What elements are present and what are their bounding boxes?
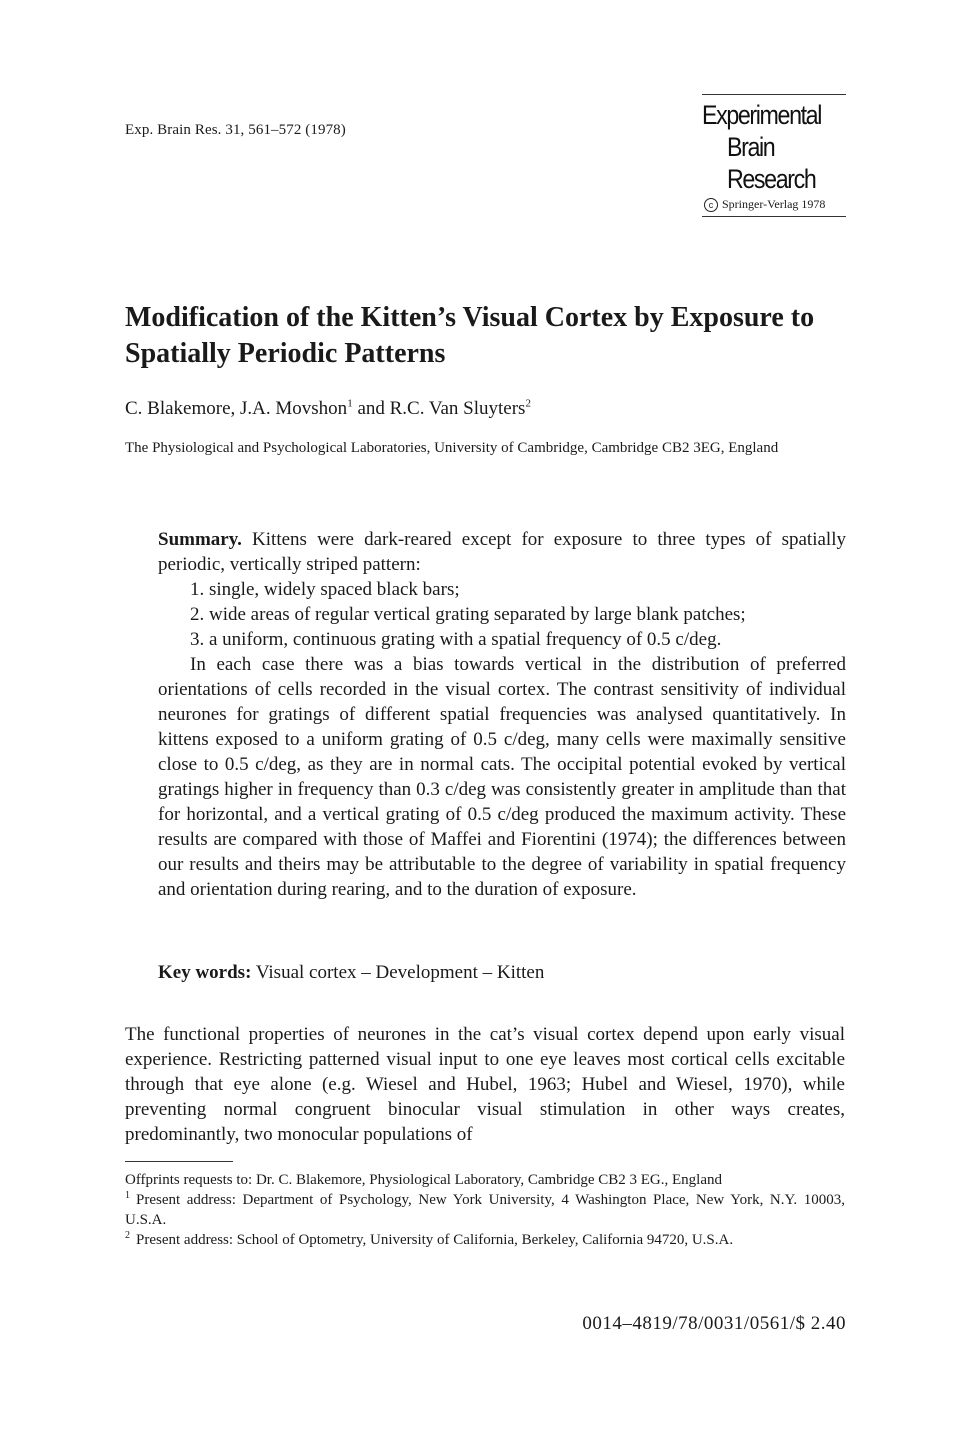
masthead-bottom-rule (702, 216, 846, 217)
author-names-2: and R.C. Van Sluyters (352, 398, 526, 419)
affiliation: The Physiological and Psychological Laboratories, University of Cambridge, Cambridge CB2 3EG, England (125, 440, 779, 456)
abstract-label: Summary. (158, 529, 242, 550)
footnote-offprints: Offprints requests to: Dr. C. Blakemore, Physiological Laboratory, Cambridge CB2 3 EG., England (125, 1172, 722, 1188)
keywords-text: Visual cortex – Development – Kitten (251, 962, 545, 983)
footnote-2-text: Present address: School of Optometry, University of California, Berkeley, California 94720, U.S.A. (136, 1232, 734, 1248)
masthead-top-rule (702, 94, 846, 95)
copyright-line (704, 197, 846, 212)
footnote-1 (125, 1190, 845, 1230)
author-names-1: C. Blakemore, J.A. Movshon (125, 398, 348, 419)
author-list (125, 398, 531, 420)
copyright-icon: c (704, 198, 718, 212)
keywords-label: Key words: (158, 962, 252, 983)
footnote-2 (125, 1230, 845, 1250)
author-footnote-mark-2: 2 (525, 397, 531, 410)
journal-masthead (702, 94, 846, 217)
abstract-list-item: 2. wide areas of regular vertical grating separated by large blank patches; (190, 604, 746, 625)
abstract-list-item: 3. a uniform, continuous grating with a spatial frequency of 0.5 c/deg. (190, 629, 722, 650)
abstract-intro (158, 527, 846, 577)
abstract (158, 527, 846, 902)
author-footnote-mark-1: 1 (347, 397, 353, 410)
keywords (158, 962, 544, 984)
journal-name-line3: Research (727, 164, 816, 194)
journal-name-line2: Brain (727, 132, 775, 162)
abstract-paragraph: In each case there was a bias towards vertical in the distribution of preferred orientations of cells recorded in the visual cortex. The contrast sensitivity of individual neurones for gratings of different spatial frequencies was analysed quantitatively. In kittens exposed to a uniform grating of 0.5 c/deg, many cells were maximally sensitive close to 0.5 c/deg, as they are in normal cats. The occipital potential evoked by vertical gratings higher in frequency than 0.3 c/deg was consistently greater in amplitude than that for horizontal, and a vertical grating of 0.5 c/deg produced the maximum activity. These results are compared with those of Maffei and Fiorentini (1974); the differences between our results and theirs may be attributable to the degree of variability in spatial frequency and orientation during rearing, and to the duration of exposure. (158, 654, 846, 900)
body-paragraph: The functional properties of neurones in the cat’s visual cortex depend upon early visual experience. Restricting patterned visual input to one eye leaves most cortical cells excitable through that eye alone (e.g. Wiesel and Hubel, 1963; Hubel and Wiesel, 1970), while preventing normal congruent binocular visual stimulation in other ways creates, predominantly, two monocular populations of (125, 1024, 845, 1145)
abstract-intro-text: Kittens were dark-reared except for exposure to three types of spatially periodic, vertically striped pattern: (158, 529, 846, 575)
article-title: Modification of the Kitten’s Visual Cortex by Exposure to Spatially Periodic Patterns (125, 302, 815, 369)
abstract-list-item: 1. single, widely spaced black bars; (190, 579, 460, 600)
copyright-text: Springer-Verlag 1978 (722, 197, 826, 211)
footnote-2-mark: 2 (125, 1230, 130, 1241)
journal-citation: Exp. Brain Res. 31, 561–572 (1978) (125, 122, 346, 138)
journal-name-line1: Experimental (702, 100, 822, 130)
footnote-1-text: Present address: Department of Psychology, New York University, 4 Washington Place, New York, N.Y. 10003, U.S.A. (125, 1192, 845, 1228)
footnote-rule (125, 1161, 233, 1162)
issn-price-code: 0014–4819/78/0031/0561/$ 2.40 (582, 1313, 846, 1334)
footnotes (125, 1170, 845, 1250)
footnote-1-mark: 1 (125, 1190, 130, 1201)
